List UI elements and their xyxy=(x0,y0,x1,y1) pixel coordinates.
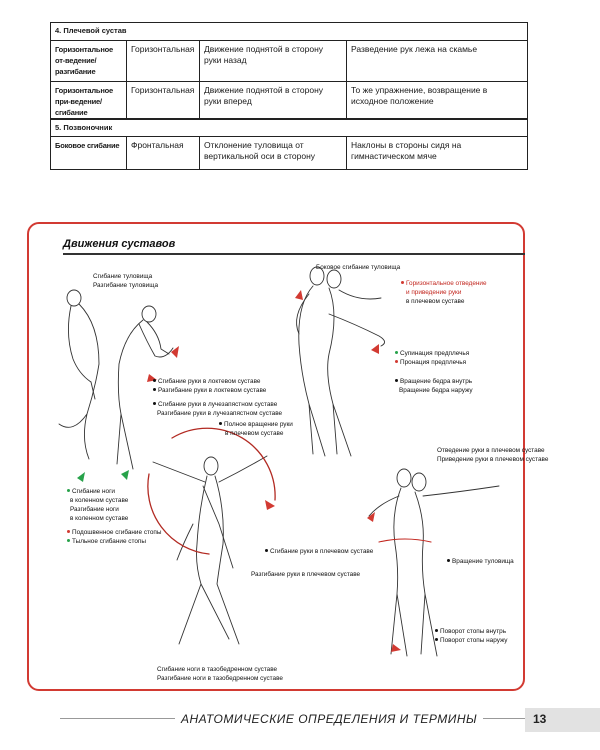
plane-cell: Горизонтальная xyxy=(127,82,200,118)
label-horizontal-3: в плечевом суставе xyxy=(406,298,465,305)
bullet-icon xyxy=(67,539,70,542)
table-row xyxy=(51,82,527,119)
label-hip-flexion: Сгибание ноги в тазобедренном суставе xyxy=(157,666,278,673)
section-shoulder-title: 4. Плечевой сустав xyxy=(51,23,527,41)
label-shoulder-flexion xyxy=(265,548,373,556)
label-text: Сгибание руки в локтевом суставе xyxy=(158,378,261,385)
bullet-icon xyxy=(219,422,222,425)
table-row xyxy=(51,137,527,169)
label-trunk-flexion: Сгибание туловища xyxy=(93,273,153,280)
bullet-icon xyxy=(435,629,438,632)
label-foot-rotation-in xyxy=(435,628,506,636)
label-knee-extension-1: Разгибание ноги xyxy=(70,506,119,513)
label-trunk-extension: Разгибание туловища xyxy=(93,282,159,289)
panel-title: Движения суставов xyxy=(63,238,176,250)
movement-cell: Боковое сгибание xyxy=(51,137,127,169)
label-text: Вращение туловища xyxy=(452,558,514,565)
bullet-icon xyxy=(401,281,404,284)
label-supination xyxy=(395,350,469,358)
exercise-cell: Наклоны в стороны сидя на гимнастическом мяче xyxy=(351,140,462,161)
bullet-icon xyxy=(153,402,156,405)
plane-cell: Фронтальная xyxy=(127,137,200,169)
label-text: Поворот стопы внутрь xyxy=(440,628,507,635)
bullet-icon xyxy=(395,351,398,354)
table-row xyxy=(51,41,527,82)
label-lateral-flexion: Боковое сгибание туловища xyxy=(316,264,401,271)
label-text: Горизонтальное отведение xyxy=(406,280,487,287)
label-knee-flexion-1 xyxy=(67,488,115,496)
figure-shoulder-leg xyxy=(148,428,275,644)
label-pronation xyxy=(395,359,466,367)
description-cell: Движение поднятой в сторону руки вперед xyxy=(200,82,347,118)
label-elbow-flexion xyxy=(153,378,260,386)
label-horizontal-1 xyxy=(401,280,487,288)
page-number: 13 xyxy=(525,708,600,732)
footer-title: АНАТОМИЧЕСКИЕ ОПРЕДЕЛЕНИЯ И ТЕРМИНЫ xyxy=(175,712,483,726)
label-full-rotation-2: в плечевом суставе xyxy=(225,430,284,437)
label-hip-rotation-out: Вращение бедра наружу xyxy=(399,387,473,394)
exercise-cell: То же упражнение, возвращение в исходное положение xyxy=(351,85,488,106)
bullet-icon xyxy=(67,489,70,492)
movement-cell: Горизонтальное от-ведение/разгибание xyxy=(51,41,127,81)
label-text: Разгибание руки в локтевом суставе xyxy=(158,387,267,394)
bullet-icon xyxy=(395,379,398,382)
label-text: Сгибание руки в плечевом суставе xyxy=(270,548,374,555)
label-plantar-flexion xyxy=(67,529,162,537)
label-horizontal-2: и приведение руки xyxy=(406,289,462,296)
bullet-icon xyxy=(435,638,438,641)
figure-lateral-flexion xyxy=(297,267,385,456)
label-trunk-rotation xyxy=(447,558,514,566)
bullet-icon xyxy=(395,360,398,363)
label-text: Полное вращение руки xyxy=(224,421,293,428)
description-cell: Отклонение туловища от вертикальной оси в сторону xyxy=(200,137,347,169)
movement-cell: Горизонтальное при-ведение/сгибание xyxy=(51,82,127,118)
bullet-icon xyxy=(67,530,70,533)
plane-cell: Горизонтальная xyxy=(127,41,200,81)
bullet-icon xyxy=(447,559,450,562)
label-text: Подошвенное сгибание стопы xyxy=(72,529,162,536)
label-knee-flexion-2: в коленном суставе xyxy=(70,497,129,504)
description-cell: Движение поднятой в сторону руки назад xyxy=(200,41,347,81)
label-text: Сгибание ноги xyxy=(72,488,115,495)
label-foot-rotation-out xyxy=(435,637,508,645)
section-spine-title: 5. Позвоночник xyxy=(51,119,527,137)
label-text: Тыльное сгибание стопы xyxy=(72,538,146,545)
label-text: Поворот стопы наружу xyxy=(440,637,508,644)
bullet-icon xyxy=(153,379,156,382)
label-wrist-flexion xyxy=(153,401,277,409)
label-arm-adduction: Приведение руки в плечевом суставе xyxy=(437,456,549,463)
movements-table xyxy=(50,22,528,170)
bullet-icon xyxy=(153,388,156,391)
label-elbow-extension xyxy=(153,387,266,395)
page-footer xyxy=(0,706,600,732)
label-knee-extension-2: в коленном суставе xyxy=(70,515,129,522)
exercise-cell: Разведение рук лежа на скамье xyxy=(351,44,478,54)
label-text: Сгибание руки в лучезапястном суставе xyxy=(158,401,278,408)
label-text: Пронация предплечья xyxy=(400,359,467,366)
label-arm-abduction: Отведение руки в плечевом суставе xyxy=(437,447,545,454)
label-dorsal-flexion xyxy=(67,538,146,546)
label-text: Вращение бедра внутрь xyxy=(400,378,473,385)
label-text: Супинация предплечья xyxy=(400,350,470,357)
label-hip-rotation-in xyxy=(395,378,472,386)
label-wrist-extension: Разгибание руки в лучезапястном суставе xyxy=(157,410,283,417)
label-hip-extension: Разгибание ноги в тазобедренном суставе xyxy=(157,675,283,682)
label-shoulder-extension: Разгибание руки в плечевом суставе xyxy=(251,571,361,578)
bullet-icon xyxy=(265,549,268,552)
joint-movements-panel xyxy=(27,222,549,691)
label-full-rotation-1 xyxy=(219,421,293,429)
